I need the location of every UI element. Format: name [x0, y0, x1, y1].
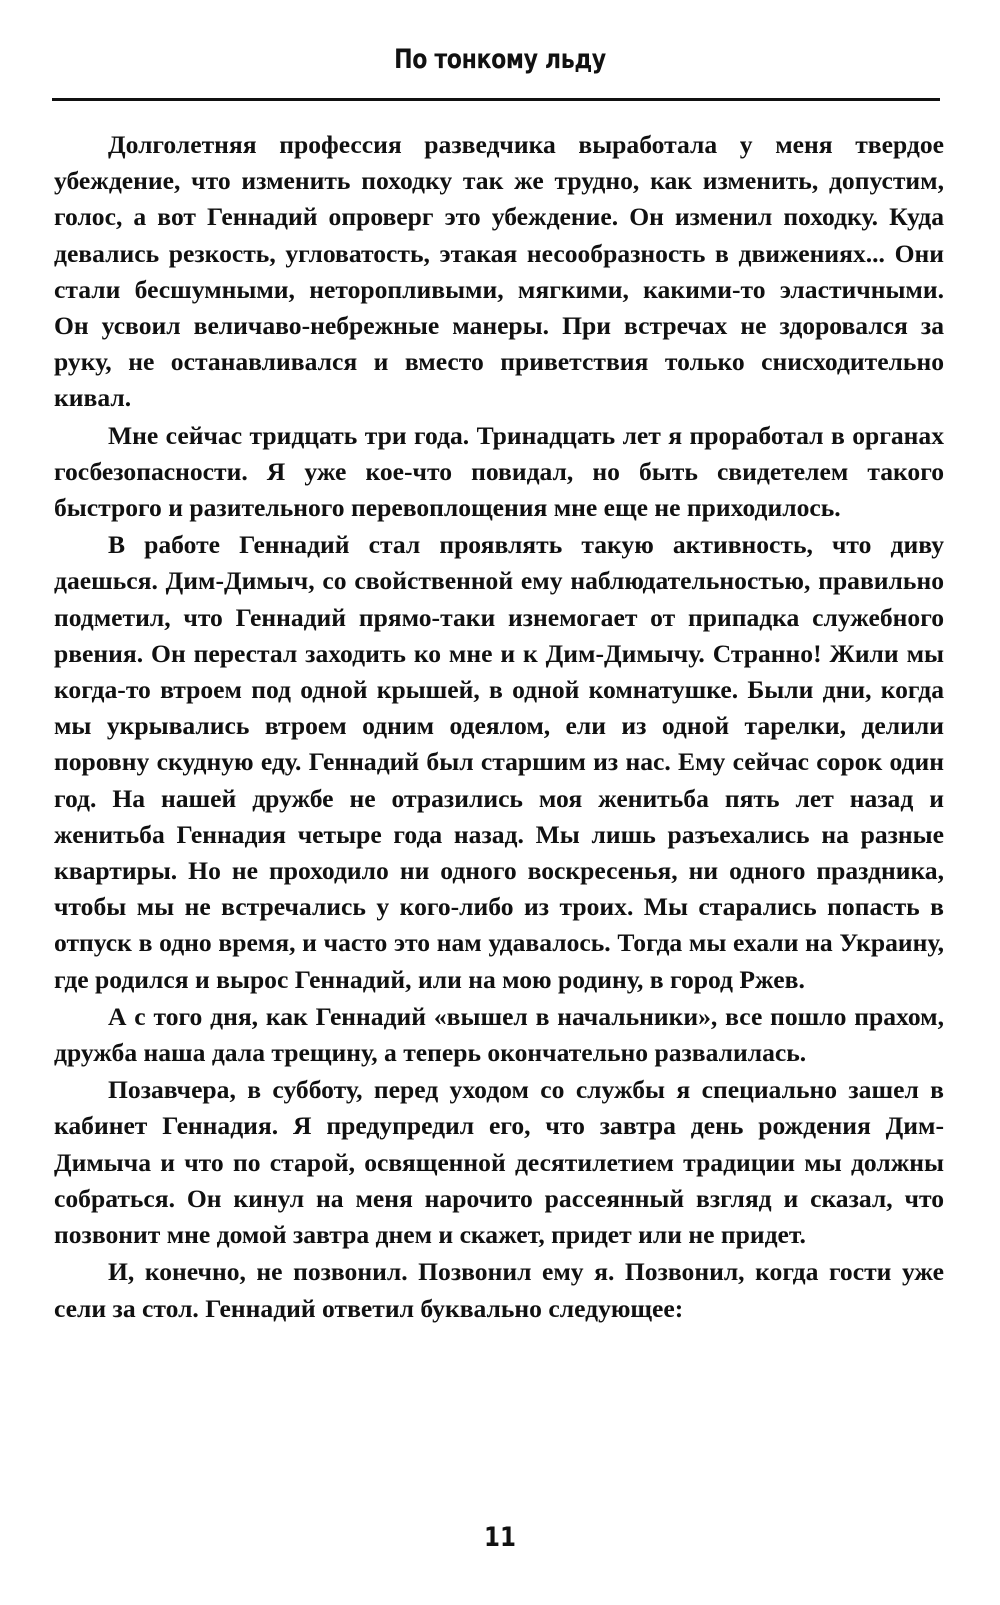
paragraph: Позавчера, в субботу, перед уходом со службы я специально зашел в кабинет Геннадия. Я предупредил его, что завтра день рождения Дим-Димыча и что по старой, освященной десятилетием традиции мы должны собраться. Он кинул на меня нарочито рассеянный взгляд и сказал, что позвонит мне домой завтра днем и скажет, придет или не придет.: [54, 1075, 944, 1250]
paragraph: Мне сейчас тридцать три года. Тринадцать лет я проработал в органах госбезопасности. Я уже кое-что повидал, но быть свидетелем такого быстрого и разительного перевоплощения мне еще не приходилось.: [54, 420, 944, 523]
body-text: [54, 127, 944, 1328]
running-title: По тонкому льду: [394, 44, 606, 75]
page-number: 11: [484, 1522, 516, 1553]
header-rule: [52, 98, 940, 101]
paragraph: Долголетняя профессия разведчика выработала у меня твердое убеждение, что изменить походку так же трудно, как изменить, допустим, голос, а вот Геннадий опроверг это убеждение. Он изменил походку. Куда девались резкость, угловатость, этакая несообразность в движениях... Они стали бесшумными, неторопливыми, мягкими, какими-то эластичными. Он усвоил величаво-небрежные манеры. При встречах не здоровался за руку, не останавливался и вместо приветствия только снисходительно кивал.: [54, 130, 944, 413]
paragraph: А с того дня, как Геннадий «вышел в начальники», все пошло прахом, дружба наша дала трещину, а теперь окончательно развалилась.: [54, 1001, 944, 1068]
paragraph: И, конечно, не позвонил. Позвонил ему я. Позвонил, когда гости уже сели за стол. Геннадий ответил буквально следующее:: [54, 1257, 944, 1323]
paragraph: В работе Геннадий стал проявлять такую активность, что диву даешься. Дим-Димыч, со свойственной ему наблюдательностью, правильно подметил, что Геннадий прямо-таки изнемогает от припадка служебного рвения. Он перестал заходить ко мне и к Дим-Димычу. Странно! Жили мы когда-то втроем под одной крышей, в одной комнатушке. Были дни, когда мы укрывались втроем одним одеялом, ели из одной тарелки, делили поровну скудную еду. Геннадий был старшим из нас. Ему сейчас сорок один год. На нашей дружбе не отразились моя женитьба пять лет назад и женитьба Геннадия четыре года назад. Мы лишь разъехались на разные квартиры. Но не проходило ни одного воскресенья, ни одного праздника, чтобы мы не встречались у кого-либо из троих. Мы старались попасть в отпуск в одно время, и часто это нам удавалось. Тогда мы ехали на Украину, где родился и вырос Геннадий, или на мою родину, в город Ржев.: [54, 530, 944, 994]
